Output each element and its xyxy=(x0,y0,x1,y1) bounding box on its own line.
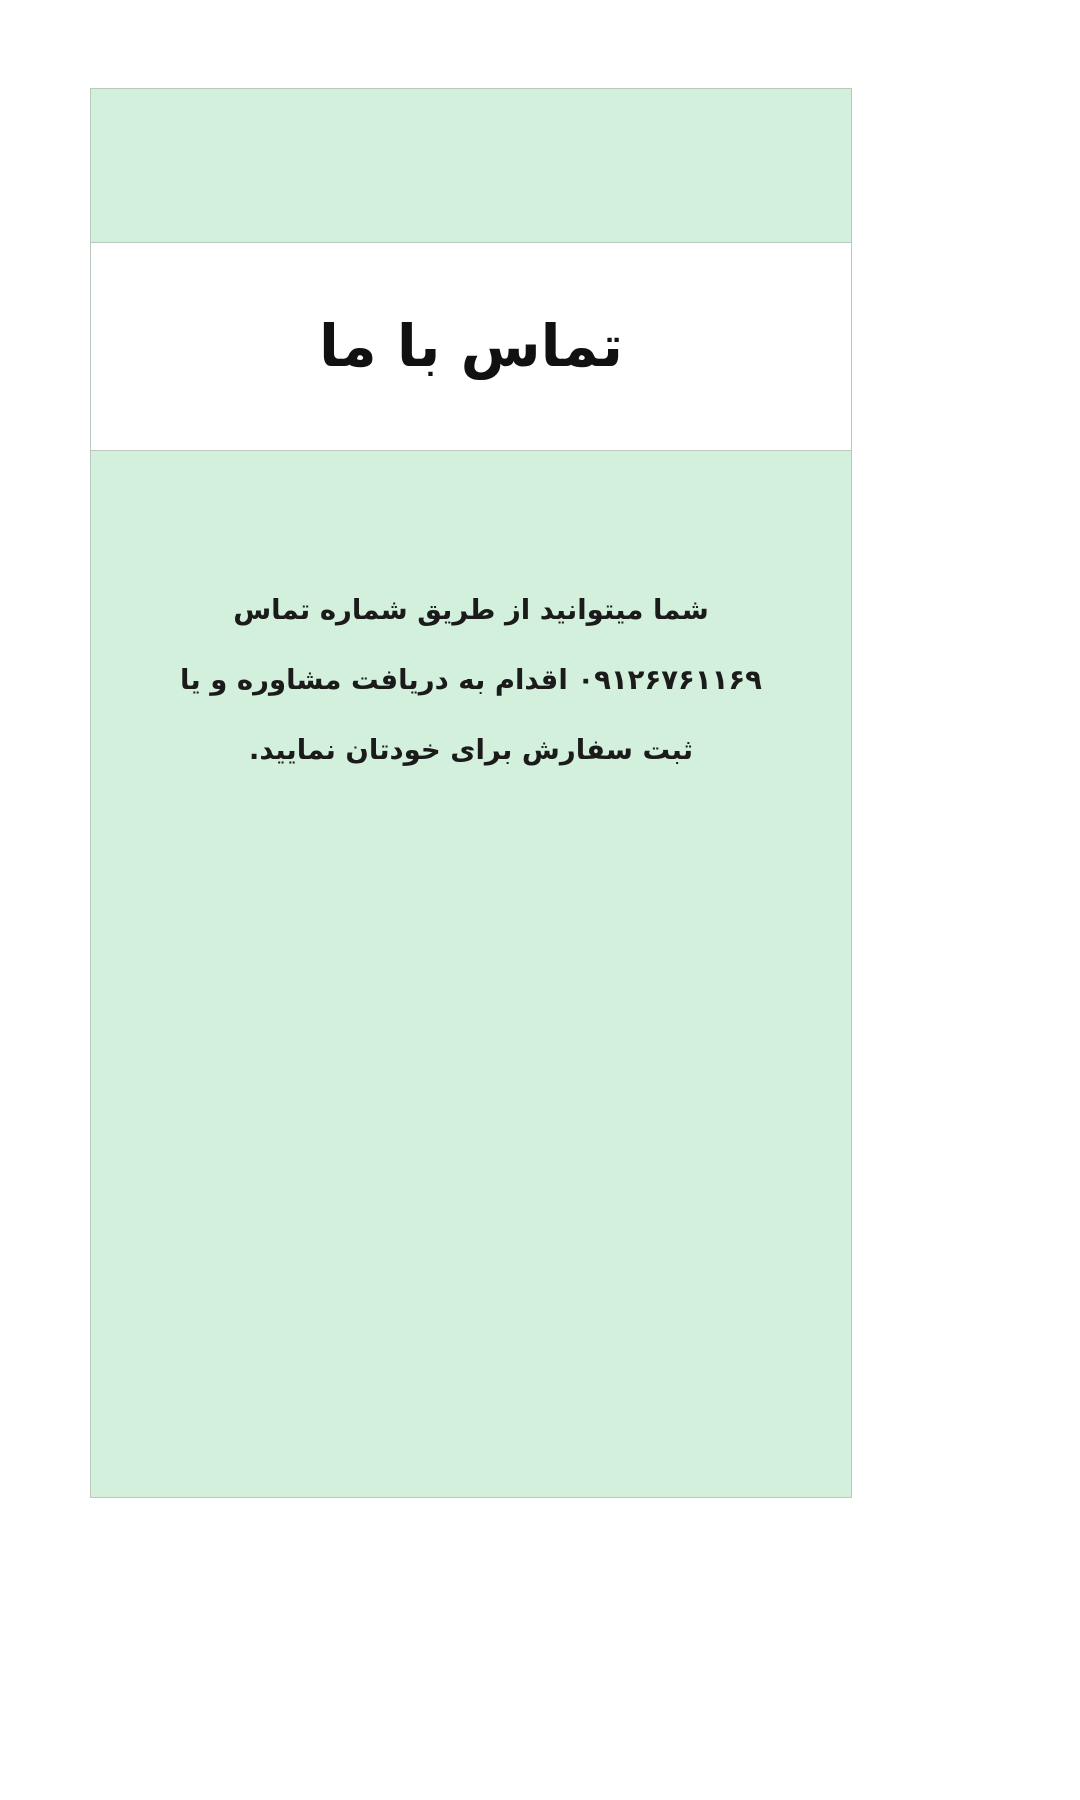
card-top-spacer-band xyxy=(91,89,851,243)
contact-card xyxy=(90,88,852,1498)
title-band xyxy=(91,243,851,451)
page-title: تماس با ما xyxy=(318,311,624,380)
card-body xyxy=(91,451,851,1497)
contact-description: شما میتوانید از طریق شماره تماس ۰۹۱۲۶۷۶۱۱۶۹ اقدام به دریافت مشاوره و یا ثبت سفارش برای خودتان نمایید. xyxy=(180,594,762,767)
